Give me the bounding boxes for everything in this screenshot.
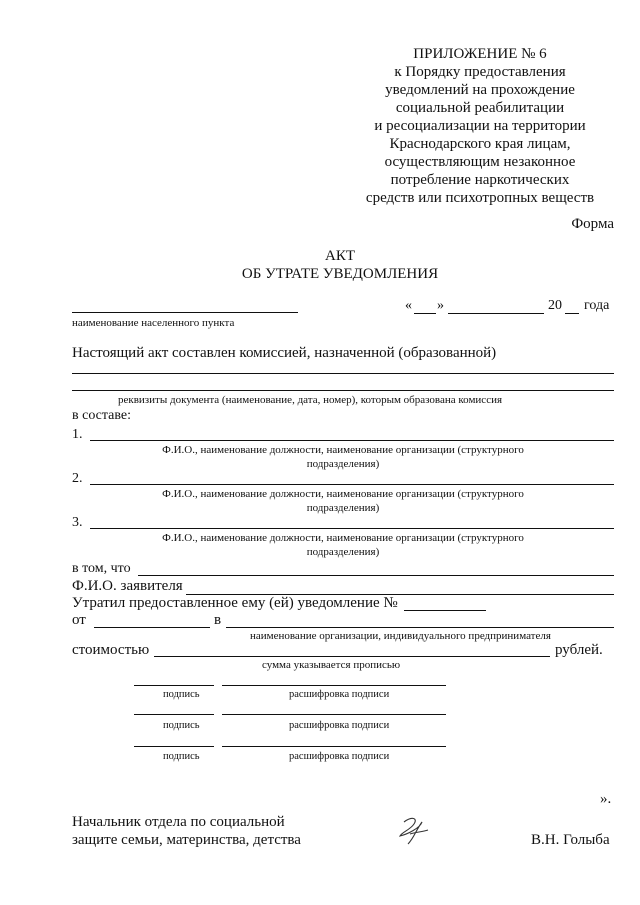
member-2-caption-2: подразделения) bbox=[306, 502, 380, 514]
appendix-line-5: Краснодарского края лицам, bbox=[389, 136, 571, 152]
closing-quote: ». bbox=[600, 791, 612, 807]
commission-caption: реквизиты документа (наименование, дата, номер), которым образована комиссия bbox=[118, 394, 503, 406]
signature-2-decode-field[interactable] bbox=[222, 714, 446, 715]
sum-caption: сумма указывается прописью bbox=[262, 659, 401, 671]
date-year-suffix: года bbox=[584, 298, 610, 313]
member-2-caption-1: Ф.И.О., наименование должности, наименование организации (структурного bbox=[162, 488, 524, 500]
appendix-line-8: средств или психотропных веществ bbox=[365, 190, 595, 206]
member-1-caption-1: Ф.И.О., наименование должности, наименование организации (структурного bbox=[162, 444, 524, 456]
lost-notice-text: Утратил предоставленное ему (ей) уведомление № bbox=[72, 595, 398, 611]
appendix-line-7: потребление наркотических bbox=[390, 172, 570, 188]
appendix-line-1: к Порядку предоставления bbox=[394, 64, 566, 80]
form-label: Форма bbox=[571, 216, 614, 232]
in-label: в bbox=[214, 612, 222, 628]
member-3-number: 3. bbox=[72, 515, 83, 530]
member-1-caption-2: подразделения) bbox=[306, 458, 380, 470]
date-year-field[interactable] bbox=[565, 313, 579, 314]
signature-2-field[interactable] bbox=[134, 714, 214, 715]
applicant-label: Ф.И.О. заявителя bbox=[72, 578, 183, 594]
signature-1-field[interactable] bbox=[134, 685, 214, 686]
member-3-field[interactable] bbox=[90, 528, 614, 529]
rubles-label: рублей. bbox=[555, 642, 603, 658]
signature-3-caption: подпись bbox=[163, 751, 200, 762]
organization-caption: наименование организации, индивидуального предпринимателя bbox=[250, 630, 551, 642]
appendix-line-6: осуществляющим незаконное bbox=[384, 154, 576, 170]
fact-field[interactable] bbox=[138, 575, 614, 576]
place-field[interactable] bbox=[72, 312, 298, 313]
footer-position-2: защите семьи, материнства, детства bbox=[72, 832, 301, 848]
act-title: АКТ bbox=[325, 248, 355, 264]
member-2-field[interactable] bbox=[90, 484, 614, 485]
from-date-field[interactable] bbox=[94, 627, 210, 628]
date-day-field[interactable] bbox=[414, 313, 436, 314]
footer-position-1: Начальник отдела по социальной bbox=[72, 814, 285, 830]
signature-1-caption: подпись bbox=[163, 689, 200, 700]
appendix-line-3: социальной реабилитации bbox=[395, 100, 565, 116]
notice-number-field[interactable] bbox=[404, 610, 486, 611]
signature-3-decode-field[interactable] bbox=[222, 746, 446, 747]
fact-label: в том, что bbox=[72, 561, 131, 576]
signature-1-decode-field[interactable] bbox=[222, 685, 446, 686]
signature-2-caption: подпись bbox=[163, 720, 200, 731]
act-subtitle: ОБ УТРАТЕ УВЕДОМЛЕНИЯ bbox=[241, 266, 439, 282]
appendix-title: ПРИЛОЖЕНИЕ № 6 bbox=[413, 46, 547, 62]
cost-field[interactable] bbox=[154, 656, 550, 657]
date-open-quote: « bbox=[405, 298, 412, 313]
composition-label: в составе: bbox=[72, 408, 132, 423]
place-caption: наименование населенного пункта bbox=[72, 317, 235, 329]
handwritten-signature bbox=[394, 814, 434, 848]
cost-label: стоимостью bbox=[72, 642, 150, 658]
member-1-field[interactable] bbox=[90, 440, 614, 441]
organization-field[interactable] bbox=[226, 627, 614, 628]
appendix-line-2: уведомлений на прохождение bbox=[385, 82, 575, 98]
signature-1-decode-caption: расшифровка подписи bbox=[289, 689, 390, 700]
member-3-caption-1: Ф.И.О., наименование должности, наименование организации (структурного bbox=[162, 532, 524, 544]
commission-field-2[interactable] bbox=[72, 390, 614, 391]
date-month-field[interactable] bbox=[448, 313, 544, 314]
footer-name: В.Н. Голыба bbox=[531, 832, 610, 848]
date-close-quote: » bbox=[437, 298, 444, 313]
commission-field-1[interactable] bbox=[72, 373, 614, 374]
signature-3-field[interactable] bbox=[134, 746, 214, 747]
member-1-number: 1. bbox=[72, 427, 83, 442]
appendix-line-4: и ресоциализации на территории bbox=[374, 118, 586, 134]
from-label: от bbox=[72, 612, 86, 628]
member-2-number: 2. bbox=[72, 471, 83, 486]
member-3-caption-2: подразделения) bbox=[306, 546, 380, 558]
date-year-prefix: 20 bbox=[548, 298, 562, 313]
signature-2-decode-caption: расшифровка подписи bbox=[289, 720, 390, 731]
signature-3-decode-caption: расшифровка подписи bbox=[289, 751, 390, 762]
intro-text: Настоящий акт составлен комиссией, назначенной (образованной) bbox=[72, 345, 497, 361]
